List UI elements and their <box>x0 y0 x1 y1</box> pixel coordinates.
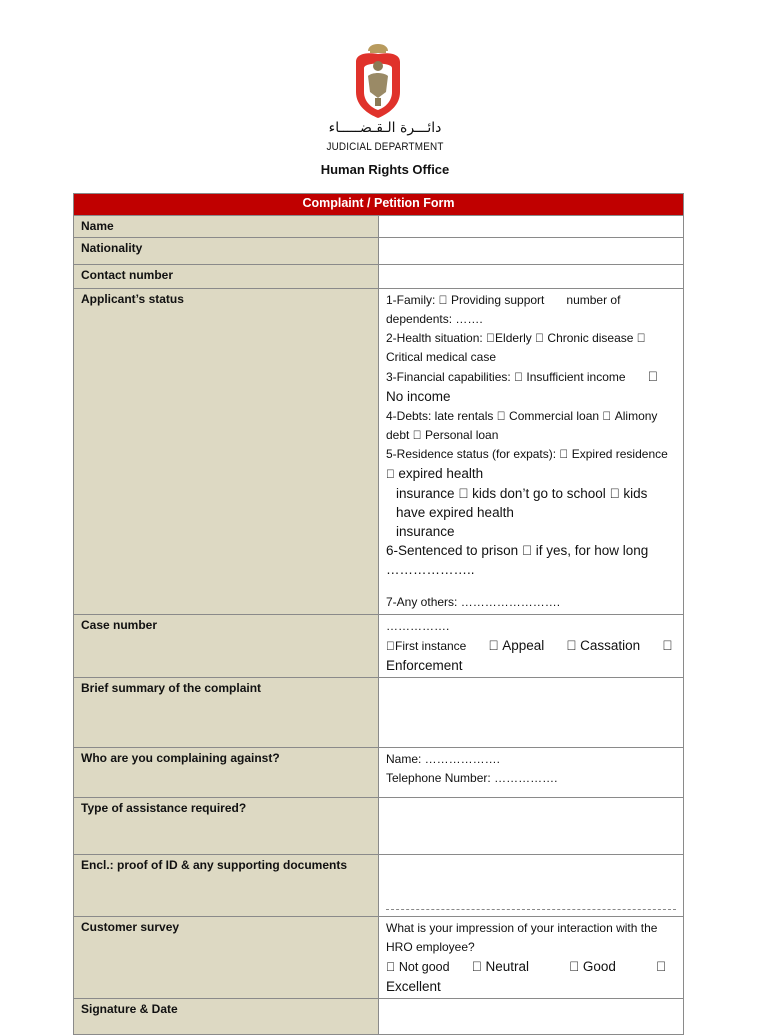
case-cassation[interactable]: Cassation <box>546 638 611 653</box>
office-title: Human Rights Office <box>320 162 450 177</box>
complaining-against-label: Who are you complaining against? <box>74 748 379 798</box>
survey-good[interactable]: Good <box>546 959 583 974</box>
customer-survey-label: Customer survey <box>74 917 379 999</box>
complaint-form-table <box>73 193 684 1035</box>
arabic-department-name: دائـــرة الـقـضـــــاء <box>328 120 442 136</box>
survey-neutral[interactable]: Neutral <box>458 959 507 974</box>
summary-field[interactable] <box>379 678 684 748</box>
status-debts[interactable]: 4-Debts: late rentals Commercial loan Alimony debt Personal loan <box>386 409 659 442</box>
customer-survey-field <box>379 917 684 999</box>
applicant-status-label: Applicant’s status <box>74 289 379 615</box>
department-name: JUDICIAL DEPARTMENT <box>326 141 444 153</box>
status-prison[interactable]: 6-Sentenced to prison if yes, for how long ……………….. <box>386 543 635 577</box>
assistance-field[interactable] <box>379 798 684 855</box>
assistance-label: Type of assistance required? <box>74 798 379 855</box>
status-residence[interactable]: 5-Residence status (for expats): Expired residence <box>386 447 656 461</box>
case-number-label: Case number <box>74 615 379 678</box>
nationality-field[interactable] <box>379 238 684 265</box>
survey-question: What is your impression of your interaction with the HRO employee? <box>386 921 658 954</box>
complaining-against-field[interactable] <box>379 748 684 798</box>
case-enforcement[interactable]: Enforcement <box>386 658 463 673</box>
survey-excellent[interactable]: Excellent <box>386 979 441 994</box>
enclosures-field[interactable] <box>379 855 684 917</box>
enclosures-dotted-line <box>386 901 676 910</box>
status-residence-kids[interactable]: insurance kids don’t go to school kids have expired health <box>396 486 653 520</box>
signature-date-label: Signature & Date <box>74 999 379 1035</box>
enclosures-label: Encl.: proof of ID & any supporting documents <box>74 855 379 917</box>
nationality-label: Nationality <box>74 238 379 265</box>
against-telephone[interactable]: Telephone Number: ……………. <box>386 771 558 785</box>
status-dependents[interactable]: number of dependents: ……. <box>386 293 609 326</box>
contact-number-label: Contact number <box>74 265 379 289</box>
case-first-instance[interactable]: First instance <box>386 639 458 653</box>
status-residence-insurance: insurance <box>396 524 455 539</box>
status-health[interactable]: 2-Health situation: Elderly Chronic disease Critical medical case <box>386 331 653 364</box>
status-others[interactable]: 7-Any others: ……………………. <box>386 595 561 609</box>
applicant-status-options[interactable] <box>379 289 684 615</box>
judicial-department-emblem <box>348 42 408 120</box>
case-appeal[interactable]: Appeal <box>479 638 525 653</box>
contact-number-field[interactable] <box>379 265 684 289</box>
signature-date-field[interactable] <box>379 999 684 1035</box>
status-family[interactable]: 1-Family: Providing support <box>386 293 533 307</box>
status-financial-no-income[interactable]: No income <box>386 369 657 404</box>
name-label: Name <box>74 216 379 238</box>
against-name[interactable]: Name: ………………. <box>386 752 501 766</box>
summary-label: Brief summary of the complaint <box>74 678 379 748</box>
form-title: Complaint / Petition Form <box>74 194 684 216</box>
case-number-field[interactable] <box>379 615 684 678</box>
status-residence-health[interactable]: expired health <box>386 466 471 481</box>
status-financial-insufficient[interactable]: 3-Financial capabilities: Insufficient income <box>386 370 614 384</box>
case-number-dots: ……………. <box>386 619 450 633</box>
survey-not-good[interactable]: Not good <box>386 960 437 974</box>
name-field[interactable] <box>379 216 684 238</box>
